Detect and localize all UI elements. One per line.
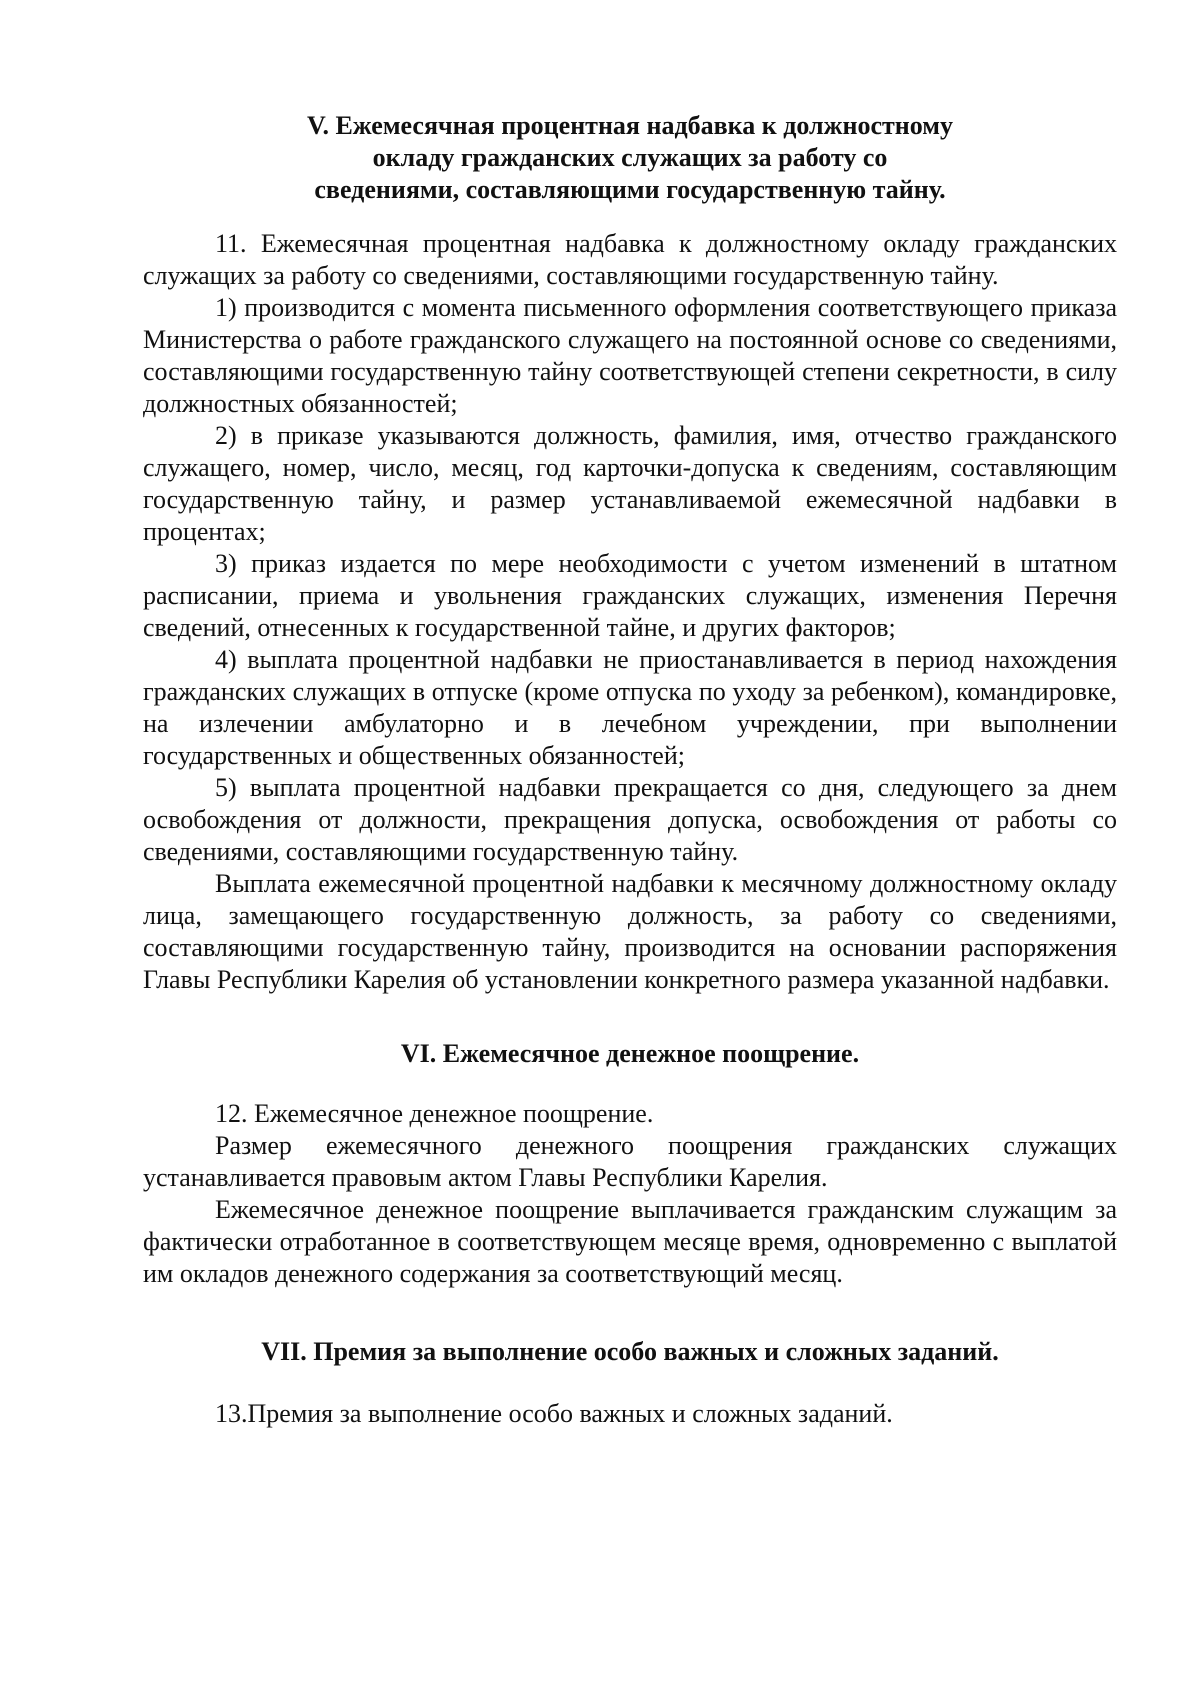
- section-6-heading: [140, 1038, 1120, 1070]
- paragraph-11-item-3: 3) приказ издается по мере необходимости с учетом изменений в штатном расписании, приема и увольнения гражданских служащих, изменения Перечня сведений, отнесенных к государственной тайне, и других факторов;: [143, 549, 1117, 642]
- heading-line: VII. Премия за выполнение особо важных и сложных заданий.: [261, 1337, 999, 1366]
- paragraph-12-payment: Ежемесячное денежное поощрение выплачивается гражданским служащим за фактически отработанное в соответствующем месяце время, одновременно с выплатой им окладов денежного содержания за соответствующий месяц.: [143, 1195, 1117, 1288]
- paragraph-11: 11. Ежемесячная процентная надбавка к должностному окладу гражданских служащих за работу со сведениями, составляющими государственную тайну.: [143, 229, 1117, 290]
- paragraph-12: 12. Ежемесячное денежное поощрение.: [215, 1099, 654, 1128]
- paragraph-11-item-1: 1) производится с момента письменного оформления соответствующего приказа Министерства о работе гражданского служащего на постоянной основе со сведениями, составляющими государственную тайну соответствующей степени секретности, в силу должностных обязанностей;: [143, 293, 1117, 418]
- section-5-body: [143, 228, 1117, 996]
- heading-line: сведениями, составляющими государственную тайну.: [314, 175, 946, 204]
- paragraph-11-item-5: 5) выплата процентной надбавки прекращается со дня, следующего за днем освобождения от должности, прекращения допуска, освобождения от работы со сведениями, составляющими государственную тайну.: [143, 773, 1117, 866]
- paragraph-13: 13.Премия за выполнение особо важных и сложных заданий.: [215, 1399, 893, 1428]
- section-5-heading: [140, 110, 1120, 206]
- paragraph-12-size: Размер ежемесячного денежного поощрения гражданских служащих устанавливается правовым актом Главы Республики Карелия.: [143, 1131, 1117, 1192]
- section-7-heading: [140, 1336, 1120, 1368]
- heading-line: V. Ежемесячная процентная надбавка к должностному: [307, 111, 953, 140]
- heading-line: окладу гражданских служащих за работу со: [372, 143, 888, 172]
- paragraph-11-item-2: 2) в приказе указываются должность, фамилия, имя, отчество гражданского служащего, номер, число, месяц, год карточки-допуска к сведениям, составляющим государственную тайну, и размер устанавливаемой ежемесячной надбавки в процентах;: [143, 421, 1117, 546]
- paragraph-11-item-4: 4) выплата процентной надбавки не приостанавливается в период нахождения гражданских служащих в отпуске (кроме отпуска по уходу за ребенком), командировке, на излечении амбулаторно и в лечебном учреждении, при выполнении государственных и общественных обязанностей;: [143, 645, 1117, 770]
- paragraph-11-payment: Выплата ежемесячной процентной надбавки к месячному должностному окладу лица, замещающего государственную должность, за работу со сведениями, составляющими государственную тайну, производится на основании распоряжения Главы Республики Карелия об установлении конкретного размера указанной надбавки.: [143, 869, 1117, 994]
- section-6-body: [143, 1098, 1117, 1290]
- heading-line: VI. Ежемесячное денежное поощрение.: [400, 1039, 860, 1068]
- section-7-body: [143, 1398, 1117, 1430]
